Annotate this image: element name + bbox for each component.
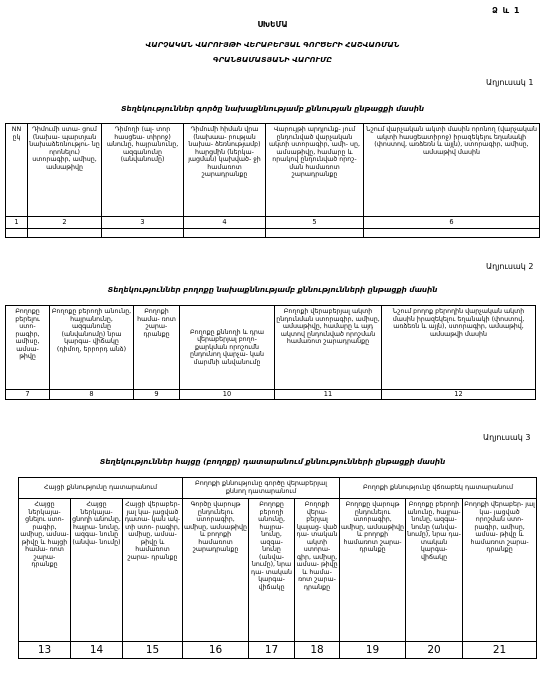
column-number: 18 xyxy=(295,642,340,659)
table-3-header-cell: Հայցի վերաբեր- յալ կա- յացված դատա- կան ակ- տի ստո- րագիր, ամիսը, ամսա- թիվը և համառոտ շարա- դրանքը xyxy=(123,499,183,642)
table-2-header-row xyxy=(6,306,536,390)
column-number: 10 xyxy=(180,390,275,400)
table-3-header-cell: Բողոքի վերաբեր- յալ կա- յացված որոշման ստո- րագիր, ամիսը, ամսա- թիվը և համառոտ շարա- դրանքը xyxy=(463,499,537,642)
table-2-header-cell: Բողոքը բերելու ստո- րագիր, ամիսը, ամսա- թիվը xyxy=(6,306,50,390)
table-2-header-cell: Բողոքի համա- ռոտ շարա- դրանքը xyxy=(134,306,180,390)
table-3-header-cell: Հայցը ներկայա- ցնելու ստո- րագիր, ամիսը, ամսա- թիվը և հայցի համա- ռոտ շարա- դրանքը xyxy=(19,499,71,642)
table-1-header-cell: Դիմողի (ալ- տոր հասցեա- տիրոջ) անունը, հայրանունը, ազգանունը (անվանումը) xyxy=(102,124,184,217)
table-1-header-cell: Դիմումի ստա- ցում (նախա- պարտյան նախաձեռնությու- նը որոնելու) ստորագիր, ամիսը, ամսաթիվը xyxy=(28,124,102,217)
table-1-header-cell: NN ըկ xyxy=(6,124,28,217)
table-3-group-header: Հայցի քննությունը դատարանում xyxy=(19,478,183,499)
document-title-line-1: ՎԱՐՉԱԿԱՆ ՎԱՐՈՒՅԹԻ ՎԵՐԱԲԵՐՅԱԼ ԳՈՐԾԵՐԻ ՀԱՇՎԱՌՄԱՆ xyxy=(145,40,400,49)
table-1-header-cell: Նշում վարչական ակտի մասին որոնող (վարչական ակտի հասցեատիրոջ) իրազեկելու եղանակի (փոստով, առձեռն և այլն), ստորագիր, ամիսը, ամսաթիվ մասին xyxy=(364,124,540,217)
column-number: 20 xyxy=(406,642,463,659)
table-3-group-header: Բողոքի քննությունը վճռաբեկ դատարանում xyxy=(340,478,537,499)
column-number: 21 xyxy=(463,642,537,659)
table-1-empty-row xyxy=(6,229,540,238)
table-3-header-row xyxy=(19,499,537,642)
table-1-label: Աղյուսակ 1 xyxy=(486,78,534,87)
column-number: 4 xyxy=(184,217,266,229)
column-number: 6 xyxy=(364,217,540,229)
table-2 xyxy=(5,305,536,400)
column-number: 16 xyxy=(183,642,249,659)
form-code: ՍԽԵՄԱ xyxy=(257,20,288,29)
document-number: Ձ և 1 xyxy=(492,6,521,15)
column-number: 2 xyxy=(28,217,102,229)
table-3-title: Տեղեկություններ հայցը (բողոքը) դատարանում քննությունների ընթացքի մասին xyxy=(99,457,446,466)
column-number: 12 xyxy=(382,390,536,400)
table-3-label: Աղյուսակ 3 xyxy=(483,433,531,442)
table-2-header-cell: Բողոքի վերաբերյալ ակտի ընդունման ստորագիր, ամիսը, ամսաթիվը, համարը և այդ ակտով ընդունված որոշման համառոտ շարադրանքը xyxy=(275,306,382,390)
column-number: 14 xyxy=(71,642,123,659)
column-number: 9 xyxy=(134,390,180,400)
column-number: 11 xyxy=(275,390,382,400)
table-2-header-cell: Բողոքը բերողի անունը, հայրանունը, ազգանունը (անվանումը) նրա կարգա- վիճակը (դիմող, երրորդ անձ) xyxy=(50,306,134,390)
table-1-number-row xyxy=(6,217,540,229)
column-number: 17 xyxy=(249,642,295,659)
table-3-group-header: Բողոքի քննությունը գործը վերաբերյալ քննող դատարանում xyxy=(183,478,340,499)
table-3 xyxy=(18,477,537,659)
table-1-header-cell: Վարույթի արդյունք- յում ընդունված վարչական ակտի ստորագիր, ամի- սը, ամսաթիվը, համարը և որակով ընդունված որոշ- ման համառոտ շարադրանքը xyxy=(266,124,364,217)
column-number: 19 xyxy=(340,642,406,659)
table-2-header-cell: Նշում բողոք բերողին վարչական ակտի մասին իրազեկելու եղանակի (փոստով, առձեռն և այլն), ստորագիր, ամսաթիվ, ամսաթվի մասին xyxy=(382,306,536,390)
table-1-header-row xyxy=(6,124,540,217)
table-2-number-row xyxy=(6,390,536,400)
table-2-header-cell: Բողոքը քննողի և դրա վերաբերյալ բողո- քարկման որոշումն ընդունող վարչա- կան մարմնի անվանումը xyxy=(180,306,275,390)
column-number: 7 xyxy=(6,390,50,400)
table-3-header-cell: Հայցը ներկայա- ցնողի անունը, հայրա- նունը, ազգա- նունը (անվա- նումը) xyxy=(71,499,123,642)
column-number: 3 xyxy=(102,217,184,229)
table-3-number-row xyxy=(19,642,537,659)
table-3-group-row xyxy=(19,478,537,499)
table-3-header-cell: Բողոքը վարույթ ընդունելու ստորագիր, ամիսը, ամսաթիվը և բողոքի համառոտ շարա- դրանքը xyxy=(340,499,406,642)
table-1-header-cell: Դիմումի հիման վրա (նախաա- րության նախա- ձեռնությամբ) հարցմին (ներկա- յացման) կախված- ջի համառոտ շարադրանքը xyxy=(184,124,266,217)
table-3-header-cell: Բողոքի վերա- բերյալ կայաց- ված դա- տական ակտի ստորա- գիր, ամիսը, ամսա- թիվը և համա- ռոտ շարա- դրանքը xyxy=(295,499,340,642)
table-2-label: Աղյուսակ 2 xyxy=(486,262,534,271)
table-3-header-cell: Բողոքը բերողի անունը, հայրա- նունը, ազգա- նունը (անվա- նումը), նրա դա- տական կարգա- վիճակը xyxy=(249,499,295,642)
document-title-line-2: ԳՐԱՆՑԱՄԱՏՅԱՆԻ ՎԱՐՈՒՄԸ xyxy=(212,55,333,64)
column-number: 13 xyxy=(19,642,71,659)
column-number: 15 xyxy=(123,642,183,659)
table-3-header-cell: Գործը վարույթ ընդունելու ստորագիր, ամիսը, ամսաթիվը և բողոքի համառոտ շարադրանքը xyxy=(183,499,249,642)
column-number: 8 xyxy=(50,390,134,400)
column-number: 1 xyxy=(6,217,28,229)
table-2-title: Տեղեկություններ բողոքը նախաքննությամբ քննությունների ընթացքի մասին xyxy=(107,285,438,294)
table-3-header-cell: Բողոքը բերողի անունը, հայրա- նունը, ազգա- նունը (անվա- նումը), նրա դա- տական կարգա- վիճակը xyxy=(406,499,463,642)
column-number: 5 xyxy=(266,217,364,229)
table-1-title: Տեղեկություններ գործը նախաքննությամբ քննության ընթացքի մասին xyxy=(121,104,424,113)
table-1 xyxy=(5,123,540,238)
